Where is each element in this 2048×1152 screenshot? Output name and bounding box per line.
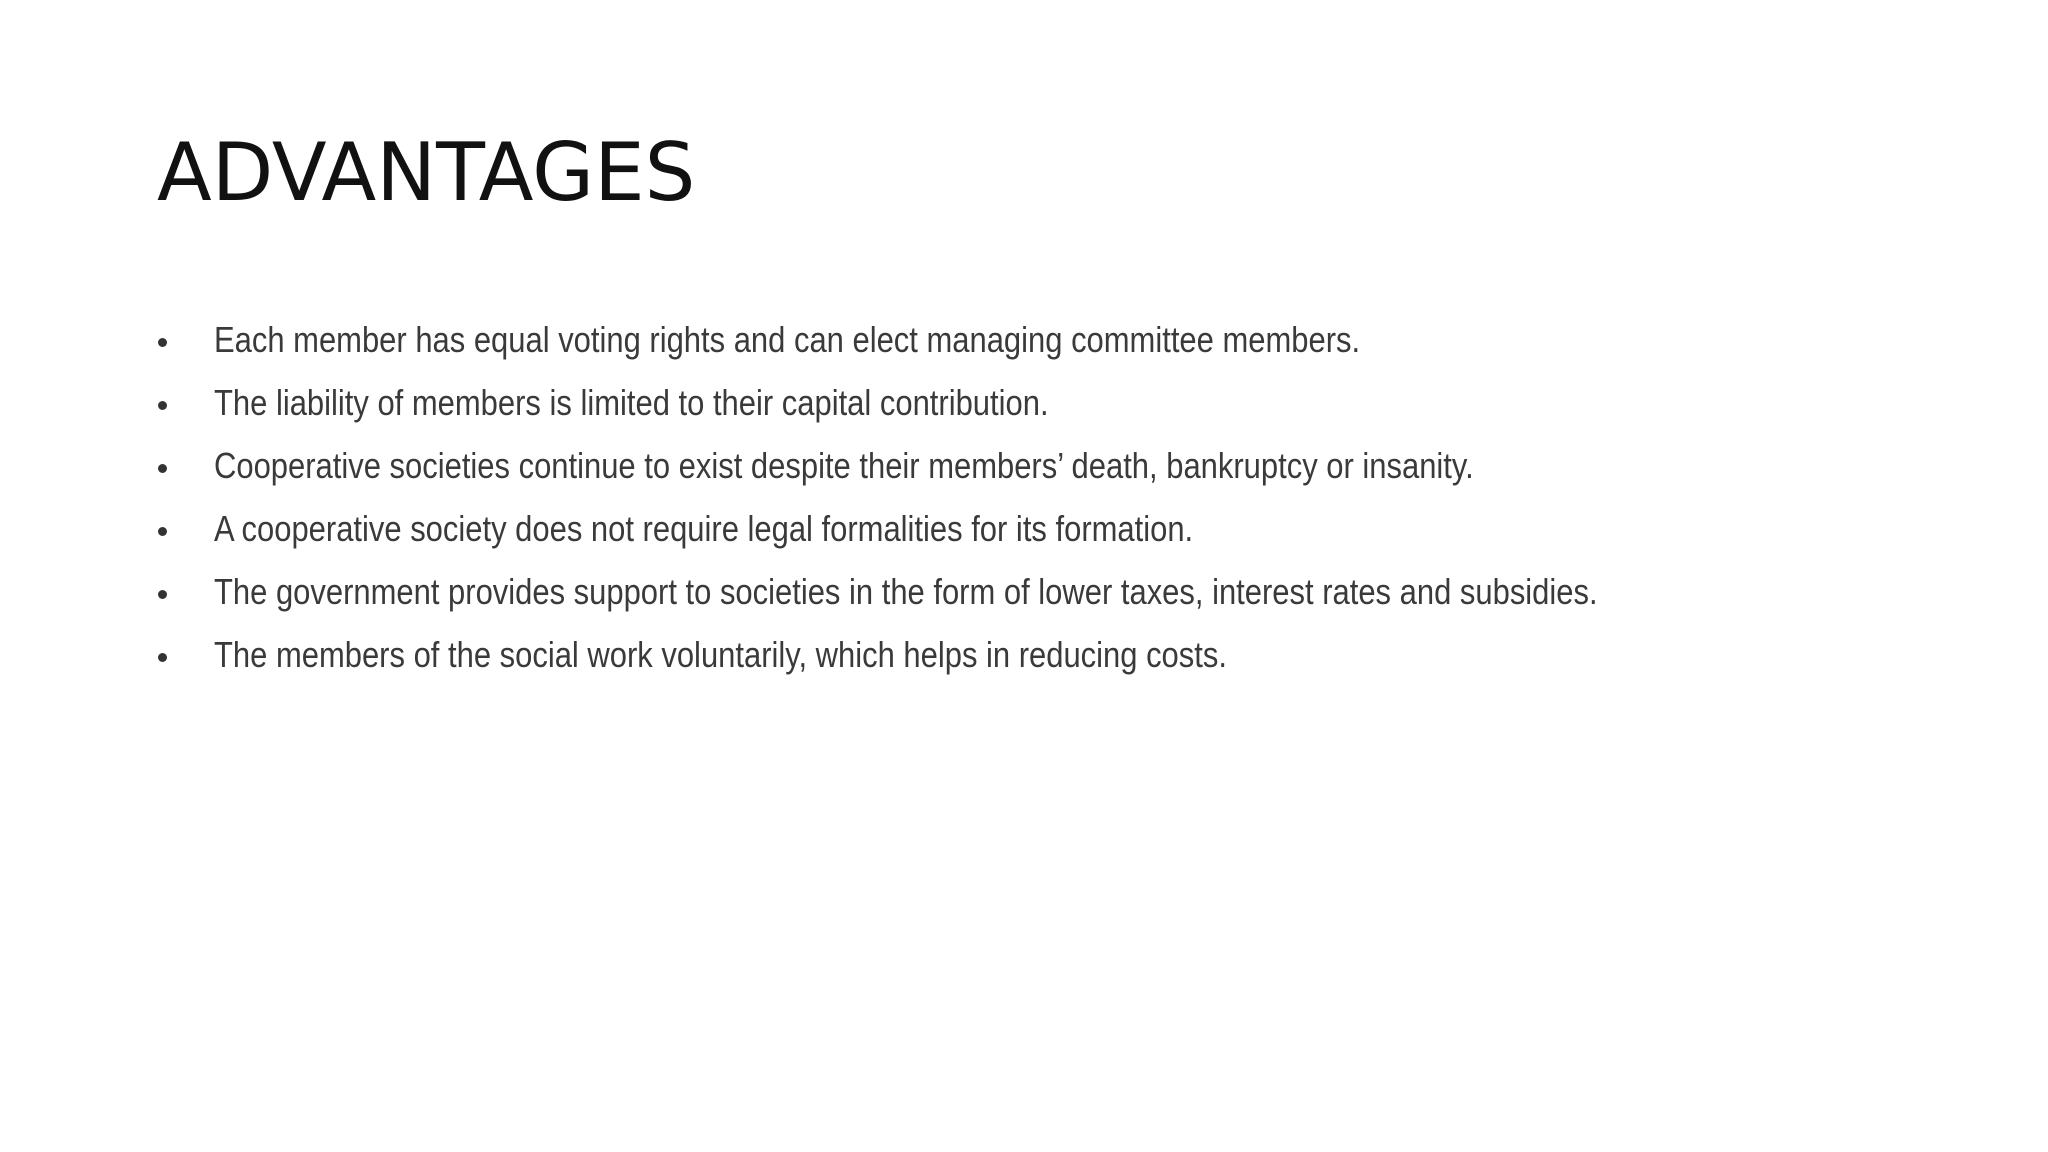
list-item: [150, 371, 1970, 434]
slide-title: ADVANTAGES: [157, 126, 696, 219]
bullet-dot-icon: [158, 590, 167, 599]
bullet-dot-icon: [158, 527, 167, 536]
list-item: [150, 623, 1970, 686]
bullet-text: The liability of members is limited to their capital contribution.: [214, 382, 1049, 423]
bullet-dot-icon: [158, 338, 167, 347]
list-item: [150, 560, 1970, 623]
bullet-dot-icon: [158, 401, 167, 410]
bullet-dot-icon: [158, 464, 167, 473]
bullet-text: The members of the social work voluntarily, which helps in reducing costs.: [214, 634, 1227, 675]
bullet-text: Cooperative societies continue to exist despite their members’ death, bankruptcy or insanity.: [214, 445, 1474, 486]
list-item: [150, 497, 1970, 560]
bullet-text: The government provides support to societies in the form of lower taxes, interest rates and subsidies.: [214, 571, 1598, 612]
list-item: [150, 308, 1970, 371]
bullet-text: A cooperative society does not require legal formalities for its formation.: [214, 508, 1194, 549]
list-item: [150, 434, 1970, 497]
bullet-list: [150, 308, 1970, 686]
bullet-text: Each member has equal voting rights and can elect managing committee members.: [214, 319, 1361, 360]
bullet-dot-icon: [158, 653, 167, 662]
